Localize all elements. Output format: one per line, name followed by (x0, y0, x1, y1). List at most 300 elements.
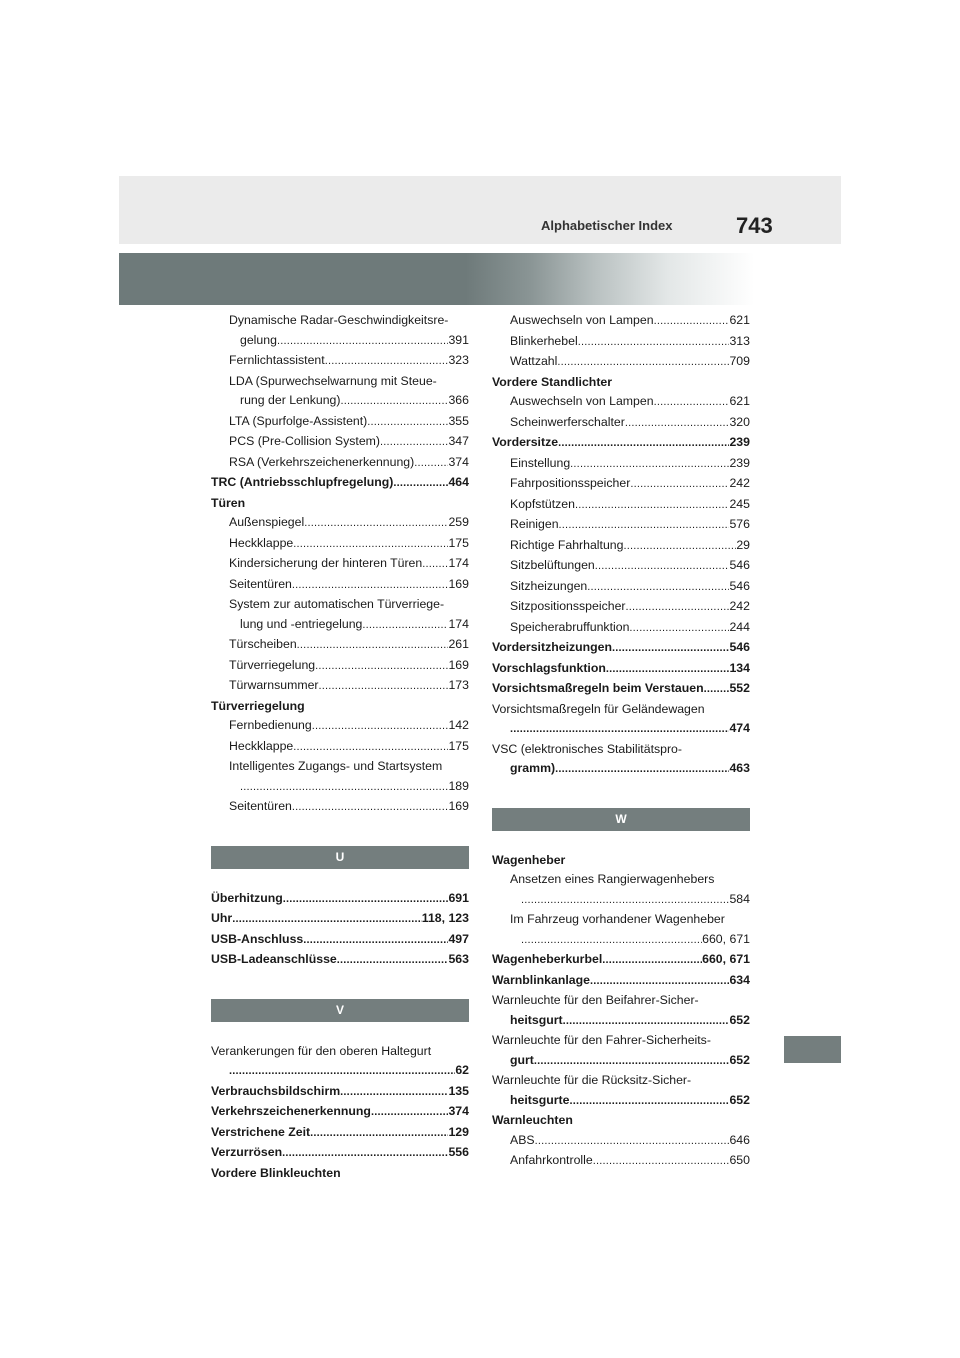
page-reference[interactable]: 552 (729, 681, 750, 695)
dot-leader (563, 1012, 730, 1032)
entry-label: Heckklappe (229, 738, 294, 753)
page-reference[interactable]: 245 (729, 496, 750, 511)
page-reference[interactable]: 244 (729, 619, 750, 634)
page-reference[interactable]: 634 (729, 972, 750, 987)
page-reference[interactable]: 563 (448, 952, 469, 966)
entry-row (229, 797, 469, 818)
index-entry[interactable] (492, 433, 750, 454)
index-subentry[interactable] (211, 737, 469, 758)
page-reference[interactable]: 118, 123 (421, 911, 469, 925)
entry-row (211, 1102, 469, 1123)
index-subentry[interactable] (211, 635, 469, 656)
entry-row (492, 950, 750, 971)
entry-label-line: Im Fahrzeug vorhandener Wagenheber (510, 912, 725, 926)
page-reference[interactable]: 259 (448, 515, 469, 529)
page-reference[interactable]: 497 (448, 931, 469, 946)
dot-leader (380, 433, 448, 453)
dot-leader (559, 516, 730, 536)
dot-leader (558, 434, 729, 454)
entry-row (211, 889, 469, 910)
index-subentry[interactable] (492, 413, 750, 434)
entry-label: Türverriegelung (211, 698, 305, 713)
entry-label: Außenspiegel (229, 515, 305, 529)
letter-heading: U (211, 846, 469, 869)
page-reference[interactable]: 189 (448, 778, 469, 793)
index-subentry[interactable] (211, 676, 469, 697)
entry-label: LTA (Spurfolge-Assistent) (229, 413, 368, 428)
entry-row (211, 1082, 469, 1103)
entry-row (492, 1091, 750, 1112)
entry-label-line: Warnleuchte für den Fahrer-Sicherheits- (492, 1033, 711, 1047)
index-subentry[interactable] (492, 1131, 750, 1152)
index-entry[interactable] (492, 659, 750, 680)
dot-leader (602, 951, 702, 971)
page-reference[interactable]: 129 (448, 1124, 469, 1139)
dot-leader (393, 474, 448, 494)
entry-label-line: Warnleuchte für den Beifahrer-Sicher- (492, 993, 699, 1007)
entry-row (229, 412, 469, 433)
entry-label: Vordere Standlichter (492, 374, 613, 389)
entry-label: Überhitzung (211, 890, 283, 905)
dot-leader (521, 931, 702, 951)
entry-row (211, 1123, 469, 1144)
entry-label: rung der Lenkung) (240, 393, 341, 407)
page-number: 743 (736, 213, 773, 238)
index-subentry[interactable] (211, 513, 469, 534)
index-entry[interactable] (492, 1071, 750, 1111)
entry-label: ABS (510, 1132, 535, 1147)
dot-leader (292, 798, 449, 818)
dot-leader (587, 578, 729, 598)
entry-row (229, 777, 469, 798)
page-reference[interactable]: 355 (448, 413, 469, 428)
entry-label-line: Ansetzen eines Rangierwagenhebers (510, 872, 715, 886)
dot-leader (310, 1124, 448, 1144)
entry-label: Scheinwerferschalter (510, 414, 625, 429)
index-entry[interactable] (492, 679, 750, 700)
entry-label: Türverriegelung (229, 657, 316, 672)
index-subentry[interactable] (211, 432, 469, 453)
page-reference[interactable]: 546 (729, 558, 750, 572)
index-subentry[interactable] (492, 392, 750, 413)
chapter-tab[interactable] (784, 1036, 841, 1063)
dot-leader (521, 891, 729, 911)
index-subentry[interactable] (492, 474, 750, 495)
dot-leader (654, 312, 730, 332)
entry-label: Vorsichtsmaßregeln beim Verstauen (492, 681, 704, 695)
page-reference[interactable]: 576 (729, 517, 750, 531)
index-subentry[interactable] (211, 757, 469, 797)
page-reference[interactable]: 463 (729, 761, 750, 775)
dot-leader (337, 951, 449, 971)
index-subentry[interactable] (492, 332, 750, 353)
entry-label: Warnblinkanlage (492, 972, 590, 987)
entry-label: Fahrpositionsspeicher (510, 476, 631, 490)
entry-label: Sitzpositionsspeicher (510, 599, 626, 613)
index-subentry[interactable] (492, 515, 750, 536)
page-reference[interactable]: 546 (729, 640, 750, 654)
entry-label: gelung (240, 332, 277, 347)
entry-label-line: Warnleuchte für die Rücksitz-Sicher- (492, 1073, 692, 1087)
dot-leader (283, 890, 449, 910)
index-subentry[interactable] (492, 495, 750, 516)
entry-label: lung und -entriegelung (240, 616, 363, 631)
dot-leader (570, 455, 729, 475)
entry-row (492, 433, 750, 454)
entry-row (510, 332, 750, 353)
entry-label-line: Intelligentes Zugangs- und Startsystem (229, 759, 443, 773)
page-reference[interactable]: 621 (729, 394, 750, 408)
page-reference[interactable]: 464 (448, 475, 469, 489)
index-entry[interactable] (211, 950, 469, 971)
entry-label: Speicherabruffunktion (510, 619, 630, 634)
entry-row (211, 930, 469, 951)
dot-leader (341, 392, 449, 412)
entry-label: Warnleuchten (492, 1113, 573, 1127)
index-subentry[interactable] (492, 352, 750, 373)
dot-leader (630, 475, 729, 495)
entry-row (510, 352, 750, 373)
page-reference[interactable]: 652 (729, 1052, 750, 1067)
dot-leader (593, 1152, 730, 1172)
page-reference[interactable]: 261 (448, 637, 469, 651)
page-reference[interactable]: 374 (448, 454, 469, 469)
page-reference[interactable]: 646 (729, 1132, 750, 1147)
dot-leader (312, 717, 449, 737)
page-reference[interactable]: 169 (448, 799, 469, 813)
page-reference[interactable]: 320 (729, 414, 750, 429)
entry-row (510, 311, 750, 332)
entry-row (492, 659, 750, 680)
entry-label: Verkehrszeichenerkennung (211, 1104, 371, 1118)
entry-row (229, 534, 469, 555)
entry-row (510, 597, 750, 618)
entry-label: Wagenheberkurbel (492, 952, 603, 966)
entry-row (229, 554, 469, 575)
entry-label: Wattzahl (510, 354, 558, 368)
index-subentry[interactable] (211, 311, 469, 351)
entry-row (229, 432, 469, 453)
index-subentry[interactable] (211, 372, 469, 412)
index-subentry[interactable] (492, 454, 750, 475)
index-subentry[interactable] (211, 575, 469, 596)
entry-row (229, 575, 469, 596)
dot-leader (319, 677, 449, 697)
index-entry[interactable] (492, 1111, 750, 1131)
index-subentry[interactable] (492, 577, 750, 598)
entry-row (229, 513, 469, 534)
index-entry[interactable] (211, 1143, 469, 1164)
page-reference[interactable]: 621 (729, 313, 750, 327)
index-subentry[interactable] (492, 618, 750, 639)
entry-row (510, 536, 750, 557)
dot-leader (625, 414, 730, 434)
dot-leader (232, 910, 422, 930)
index-entry[interactable] (492, 991, 750, 1031)
entry-label: Kopfstützen (510, 496, 575, 511)
entry-label: USB-Ladeanschlüsse (211, 952, 337, 966)
header-band (119, 176, 841, 244)
entry-label: gurt (510, 1052, 534, 1067)
entry-row (229, 656, 469, 677)
entry-row (229, 716, 469, 737)
page-reference[interactable]: 650 (729, 1153, 750, 1167)
index-subentry[interactable] (492, 311, 750, 332)
entry-label: Wagenheber (492, 852, 566, 867)
dot-leader (629, 619, 729, 639)
dot-leader (282, 1144, 448, 1164)
entry-label: Verbrauchsbildschirm (211, 1083, 341, 1098)
entry-row (510, 413, 750, 434)
entry-row (510, 577, 750, 598)
dot-leader (293, 535, 448, 555)
entry-label: Auswechseln von Lampen (510, 313, 654, 327)
dot-leader (422, 555, 448, 575)
page-reference[interactable]: 691 (448, 890, 469, 905)
dot-leader (303, 931, 448, 951)
entry-label: Vordersitze (492, 435, 559, 449)
entry-label: Türscheiben (229, 637, 297, 651)
dot-leader (569, 1092, 729, 1112)
entry-row (492, 1051, 750, 1072)
index-entry[interactable] (211, 473, 469, 494)
dot-leader (414, 454, 448, 474)
index-subentry[interactable] (492, 597, 750, 618)
page-reference[interactable]: 142 (448, 718, 469, 732)
page-reference[interactable]: 29 (736, 537, 750, 552)
entry-label: Vordere Blinkleuchten (211, 1165, 341, 1180)
index-entry[interactable] (211, 930, 469, 951)
entry-row (510, 930, 750, 951)
index-subentry[interactable] (211, 595, 469, 635)
entry-row (229, 391, 469, 412)
index-subentry[interactable] (211, 716, 469, 737)
dot-leader (292, 576, 449, 596)
index-subentry[interactable] (492, 910, 750, 950)
dot-leader (606, 660, 730, 680)
index-entry[interactable] (492, 740, 750, 780)
page-reference[interactable]: 660, 671 (702, 931, 750, 946)
dot-leader (557, 353, 729, 373)
entry-row (229, 351, 469, 372)
dot-leader (510, 720, 729, 740)
page-reference[interactable]: 62 (455, 1063, 469, 1077)
entry-label-line: System zur automatischen Türverriege- (229, 597, 445, 611)
index-entry[interactable] (492, 971, 750, 992)
index-entry[interactable] (492, 950, 750, 971)
entry-row (492, 638, 750, 659)
entry-label: USB-Anschluss (211, 931, 304, 946)
dot-leader (704, 680, 730, 700)
dot-leader (534, 1052, 730, 1072)
dot-leader (315, 657, 448, 677)
dot-leader (578, 333, 730, 353)
index-entry[interactable] (211, 909, 469, 930)
entry-label: Seitentüren (229, 799, 292, 813)
page-reference[interactable]: 391 (448, 332, 469, 347)
section-title: Alphabetischer Index (541, 218, 673, 233)
index-subentry[interactable] (492, 870, 750, 910)
dot-leader (626, 598, 730, 618)
index-entry[interactable] (492, 638, 750, 659)
dot-leader (555, 760, 729, 780)
dot-leader (277, 332, 449, 352)
entry-row (510, 890, 750, 911)
entry-row (211, 1143, 469, 1164)
dot-leader (325, 352, 449, 372)
page-reference[interactable]: 347 (448, 434, 469, 448)
entry-row (510, 1151, 750, 1172)
page-reference[interactable]: 660, 671 (702, 952, 750, 966)
entry-row (510, 556, 750, 577)
page-reference[interactable]: 174 (448, 616, 469, 631)
entry-label: Fernbedienung (229, 718, 312, 732)
page-reference[interactable]: 652 (729, 1012, 750, 1027)
entry-label-line: Vorsichtsmaßregeln für Geländewagen (492, 701, 705, 716)
page-reference[interactable]: 709 (729, 354, 750, 368)
index-entry[interactable] (211, 1082, 469, 1103)
entry-row (510, 515, 750, 536)
entry-label: Richtige Fahrhaltung (510, 537, 624, 552)
entry-row (510, 474, 750, 495)
page-reference[interactable]: 169 (448, 576, 469, 591)
page-reference[interactable]: 175 (448, 535, 469, 550)
entry-label: Einstellung (510, 455, 571, 470)
entry-label: Kindersicherung der hinteren Türen (229, 556, 423, 570)
index-entry[interactable] (492, 700, 750, 740)
index-entry[interactable] (492, 1031, 750, 1071)
entry-label-line: VSC (elektronisches Stabilitätspro- (492, 741, 682, 756)
entry-row (229, 453, 469, 474)
index-subentry[interactable] (211, 412, 469, 433)
entry-row (510, 454, 750, 475)
entry-row (492, 759, 750, 780)
dot-leader (304, 514, 448, 534)
entry-label: Reinigen (510, 517, 559, 531)
entry-row (229, 635, 469, 656)
entry-row (229, 737, 469, 758)
entry-label: Uhr (211, 911, 233, 925)
entry-row (211, 950, 469, 971)
entry-label: Verzurrösen (211, 1145, 283, 1159)
page-reference[interactable]: 174 (448, 556, 469, 570)
page-reference[interactable]: 652 (729, 1092, 750, 1107)
entry-label: Sitzheizungen (510, 578, 588, 593)
dot-leader (535, 1132, 730, 1152)
entry-row (510, 495, 750, 516)
index-subentry[interactable] (211, 656, 469, 677)
entry-label: Vordersitzheizungen (492, 640, 613, 654)
entry-label: gramm) (510, 761, 556, 775)
entry-row (510, 1131, 750, 1152)
entry-label: heitsgurte (510, 1092, 570, 1107)
entry-label: Türwarnsummer (229, 678, 319, 692)
index-subentry[interactable] (492, 556, 750, 577)
page-reference[interactable]: 374 (448, 1104, 469, 1118)
entry-row (492, 971, 750, 992)
entry-label: Sitzbelüftungen (510, 558, 595, 572)
page-reference[interactable]: 323 (448, 353, 469, 367)
entry-label: Fernlichtassistent (229, 353, 325, 367)
entry-label: Seitentüren (229, 576, 292, 591)
header-gradient-bar (119, 253, 841, 305)
entry-row (510, 618, 750, 639)
index-subentry[interactable] (211, 534, 469, 555)
entry-row (510, 392, 750, 413)
entry-label-line: LDA (Spurwechselwarnung mit Steue- (229, 373, 437, 388)
entry-label: heitsgurt (510, 1012, 563, 1027)
page-reference[interactable]: 239 (729, 435, 750, 449)
dot-leader (367, 413, 448, 433)
page-reference[interactable]: 134 (729, 660, 750, 675)
index-subentry[interactable] (211, 797, 469, 818)
entry-row (492, 1011, 750, 1032)
index-subentry[interactable] (492, 536, 750, 557)
entry-row (229, 615, 469, 636)
index-entry[interactable] (211, 1164, 469, 1184)
entry-row (211, 909, 469, 930)
letter-heading: V (211, 999, 469, 1022)
index-entry[interactable] (211, 494, 469, 514)
entry-label-line: Dynamische Radar-Geschwindigkeitsre- (229, 313, 449, 327)
index-entry[interactable] (211, 697, 469, 717)
dot-leader (623, 537, 736, 557)
index-entry[interactable] (211, 889, 469, 910)
entry-label: TRC (Antriebsschlupfregelung) (211, 475, 394, 489)
entry-label: Blinkerhebel (510, 333, 578, 348)
index-entry[interactable] (492, 851, 750, 871)
dot-leader (340, 1083, 448, 1103)
entry-label: Vorschlagsfunktion (492, 660, 606, 675)
index-entry[interactable] (211, 1102, 469, 1123)
page-reference[interactable]: 366 (448, 393, 469, 407)
index-subentry[interactable] (492, 1151, 750, 1172)
entry-row (492, 719, 750, 740)
index-column-left (211, 311, 469, 1183)
index-entry[interactable] (211, 1042, 469, 1082)
dot-leader (590, 972, 730, 992)
dot-leader (612, 639, 729, 659)
entry-row (211, 473, 469, 494)
index-subentry[interactable] (211, 351, 469, 372)
page-reference[interactable]: 242 (729, 599, 750, 613)
page-reference[interactable]: 546 (729, 578, 750, 593)
entry-label: Heckklappe (229, 535, 294, 550)
page-reference[interactable]: 169 (448, 657, 469, 672)
page-reference[interactable]: 474 (729, 721, 750, 735)
page-reference[interactable]: 135 (448, 1083, 469, 1098)
page-reference[interactable]: 242 (729, 476, 750, 490)
entry-label: Anfahrkontrolle (510, 1153, 593, 1167)
index-subentry[interactable] (211, 554, 469, 575)
dot-leader (595, 557, 730, 577)
entry-label: RSA (Verkehrszeichenerkennung) (229, 454, 415, 469)
entry-row (211, 1061, 469, 1082)
index-subentry[interactable] (211, 453, 469, 474)
page-reference[interactable]: 239 (729, 455, 750, 470)
dot-leader (654, 393, 730, 413)
entry-row (229, 331, 469, 352)
page-reference[interactable]: 584 (729, 891, 750, 906)
index-entry[interactable] (492, 373, 750, 393)
index-entry[interactable] (211, 1123, 469, 1144)
page-reference[interactable]: 175 (448, 738, 469, 753)
page-reference[interactable]: 556 (448, 1145, 469, 1159)
entry-row (229, 676, 469, 697)
page-reference[interactable]: 173 (448, 678, 469, 692)
dot-leader (362, 616, 448, 636)
page-reference[interactable]: 313 (729, 333, 750, 348)
